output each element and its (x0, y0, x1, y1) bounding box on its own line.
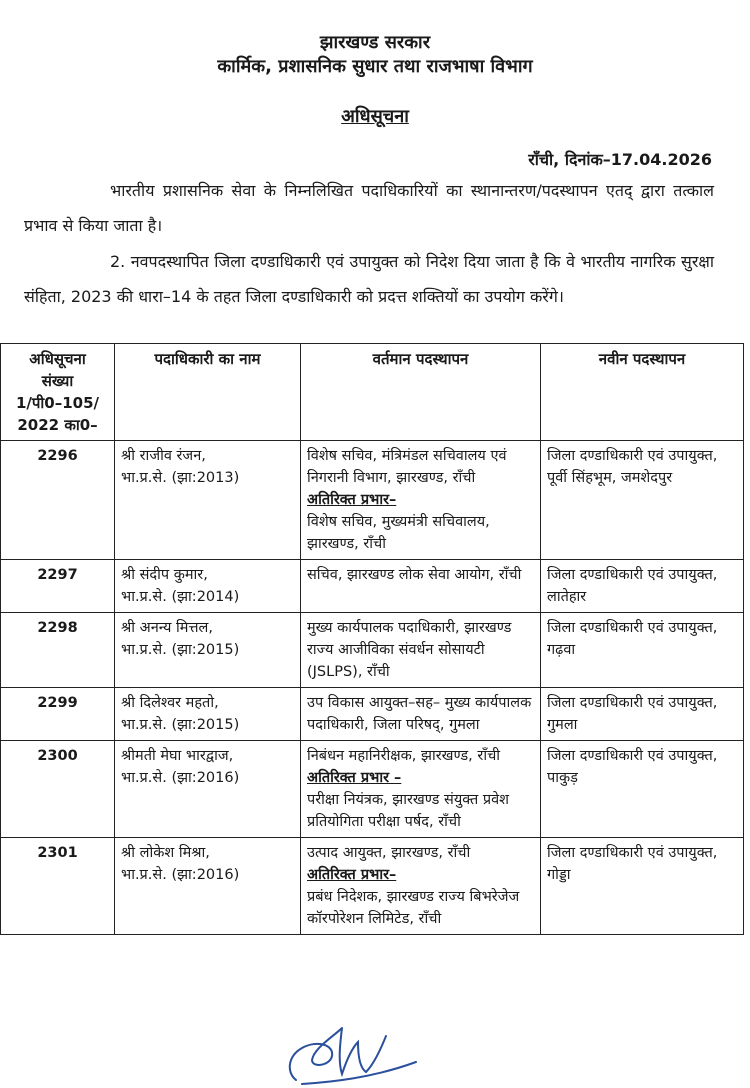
officer-name: श्री संदीप कुमार, (121, 567, 208, 583)
current-posting-text: उप विकास आयुक्त–सह– मुख्य कार्यपालक पदाधिकारी, जिला परिषद्, गुमला (307, 695, 532, 733)
paragraph-1: भारतीय प्रशासनिक सेवा के निम्नलिखित पदाधिकारियों का स्थानान्तरण/पदस्थापन एतद् द्वारा तत्काल प्रभाव से किया जाता है। (24, 181, 714, 235)
date-line: राँची, दिनांक–17.04.2026 (528, 150, 712, 169)
current-posting (301, 441, 541, 560)
notification-number: 2297 (1, 560, 115, 613)
officer-cell (115, 838, 301, 935)
additional-charge-text: प्रबंध निदेशक, झारखण्ड राज्य बिभरेजेज कॉरपोरेशन लिमिटेड, राँची (307, 889, 520, 927)
current-posting (301, 613, 541, 688)
table-row (1, 613, 744, 688)
table-header-row (1, 344, 744, 441)
current-posting-text: मुख्य कार्यपालक पदाधिकारी, झारखण्ड राज्य आजीविका संवर्धन सोसायटी (JSLPS), राँची (307, 620, 512, 680)
header-line: 2022 का0– (17, 416, 98, 434)
government-name: झारखण्ड सरकार (319, 32, 431, 53)
additional-charge-text: विशेष सचिव, मुख्यमंत्री सचिवालय, झारखण्ड, राँची (307, 514, 490, 552)
officer-name: श्री लोकेश मिश्रा, (121, 845, 210, 861)
new-posting: जिला दण्डाधिकारी एवं उपायुक्त, पूर्वी सिंहभूम, जमशेदपुर (541, 441, 744, 560)
notification-number: 2296 (1, 441, 115, 560)
new-posting: जिला दण्डाधिकारी एवं उपायुक्त, गढ़वा (541, 613, 744, 688)
paragraph-2: 2. नवपदस्थापित जिला दण्डाधिकारी एवं उपायुक्त को निदेश दिया जाता है कि वे भारतीय नागरिक सुरक्षा संहिता, 2023 की धारा–14 के तहत जिला दण्डाधिकारी को प्रदत्त शक्तियों का उपयोग करेंगे। (24, 252, 714, 306)
table-row (1, 560, 744, 613)
officer-service: भा.प्र.से. (झा:2015) (121, 717, 240, 733)
additional-charge-label: अतिरिक्त प्रभार– (307, 492, 397, 508)
new-posting: जिला दण्डाधिकारी एवं उपायुक्त, लातेहार (541, 560, 744, 613)
department-name: कार्मिक, प्रशासनिक सुधार तथा राजभाषा विभाग (217, 56, 533, 77)
table-row (1, 741, 744, 838)
header-notification-number (1, 344, 115, 441)
current-posting-text: निबंधन महानिरीक्षक, झारखण्ड, राँची (307, 748, 501, 764)
officer-name: श्री दिलेश्वर महतो, (121, 695, 219, 711)
notification-title: अधिसूचना (341, 106, 409, 127)
officer-cell (115, 613, 301, 688)
new-posting: जिला दण्डाधिकारी एवं उपायुक्त, पाकुड़ (541, 741, 744, 838)
current-posting-text: विशेष सचिव, मंत्रिमंडल सचिवालय एवं निगरानी विभाग, झारखण्ड, राँची (307, 448, 507, 486)
table-row (1, 441, 744, 560)
officer-cell (115, 441, 301, 560)
header-line: 1/पी0–105/ (15, 394, 100, 412)
officer-service: भा.प्र.से. (झा:2013) (121, 470, 240, 486)
current-posting (301, 560, 541, 613)
table-row (1, 838, 744, 935)
officer-cell (115, 560, 301, 613)
officer-name: श्री राजीव रंजन, (121, 448, 206, 464)
current-posting-text: उत्पाद आयुक्त, झारखण्ड, राँची (307, 845, 471, 861)
officer-service: भा.प्र.से. (झा:2016) (121, 867, 240, 883)
notification-number: 2299 (1, 688, 115, 741)
officer-service: भा.प्र.से. (झा:2014) (121, 589, 240, 605)
additional-charge-label: अतिरिक्त प्रभार – (307, 770, 402, 786)
additional-charge-label: अतिरिक्त प्रभार– (307, 867, 397, 883)
current-posting-text: सचिव, झारखण्ड लोक सेवा आयोग, राँची (307, 567, 522, 583)
officer-cell (115, 688, 301, 741)
new-posting: जिला दण्डाधिकारी एवं उपायुक्त, गुमला (541, 688, 744, 741)
officer-service: भा.प्र.से. (झा:2016) (121, 770, 240, 786)
new-posting: जिला दण्डाधिकारी एवं उपायुक्त, गोड्डा (541, 838, 744, 935)
notification-number: 2300 (1, 741, 115, 838)
notification-number: 2298 (1, 613, 115, 688)
additional-charge-text: परीक्षा नियंत्रक, झारखण्ड संयुक्त प्रवेश प्रतियोगिता परीक्षा पर्षद, राँची (307, 792, 510, 830)
notification-number: 2301 (1, 838, 115, 935)
header-line: अधिसूचना (29, 350, 86, 368)
header-officer-name: पदाधिकारी का नाम (115, 344, 301, 441)
officer-service: भा.प्र.से. (झा:2015) (121, 642, 240, 658)
transfer-table (0, 343, 744, 935)
current-posting (301, 688, 541, 741)
current-posting (301, 741, 541, 838)
header-current-posting: वर्तमान पदस्थापन (301, 344, 541, 441)
current-posting (301, 838, 541, 935)
officer-cell (115, 741, 301, 838)
table-row (1, 688, 744, 741)
signature-icon (282, 1022, 422, 1088)
officer-name: श्री अनन्य मित्तल, (121, 620, 213, 636)
officer-name: श्रीमती मेघा भारद्वाज, (121, 748, 234, 764)
header-line: संख्या (41, 372, 74, 390)
header-new-posting: नवीन पदस्थापन (541, 344, 744, 441)
